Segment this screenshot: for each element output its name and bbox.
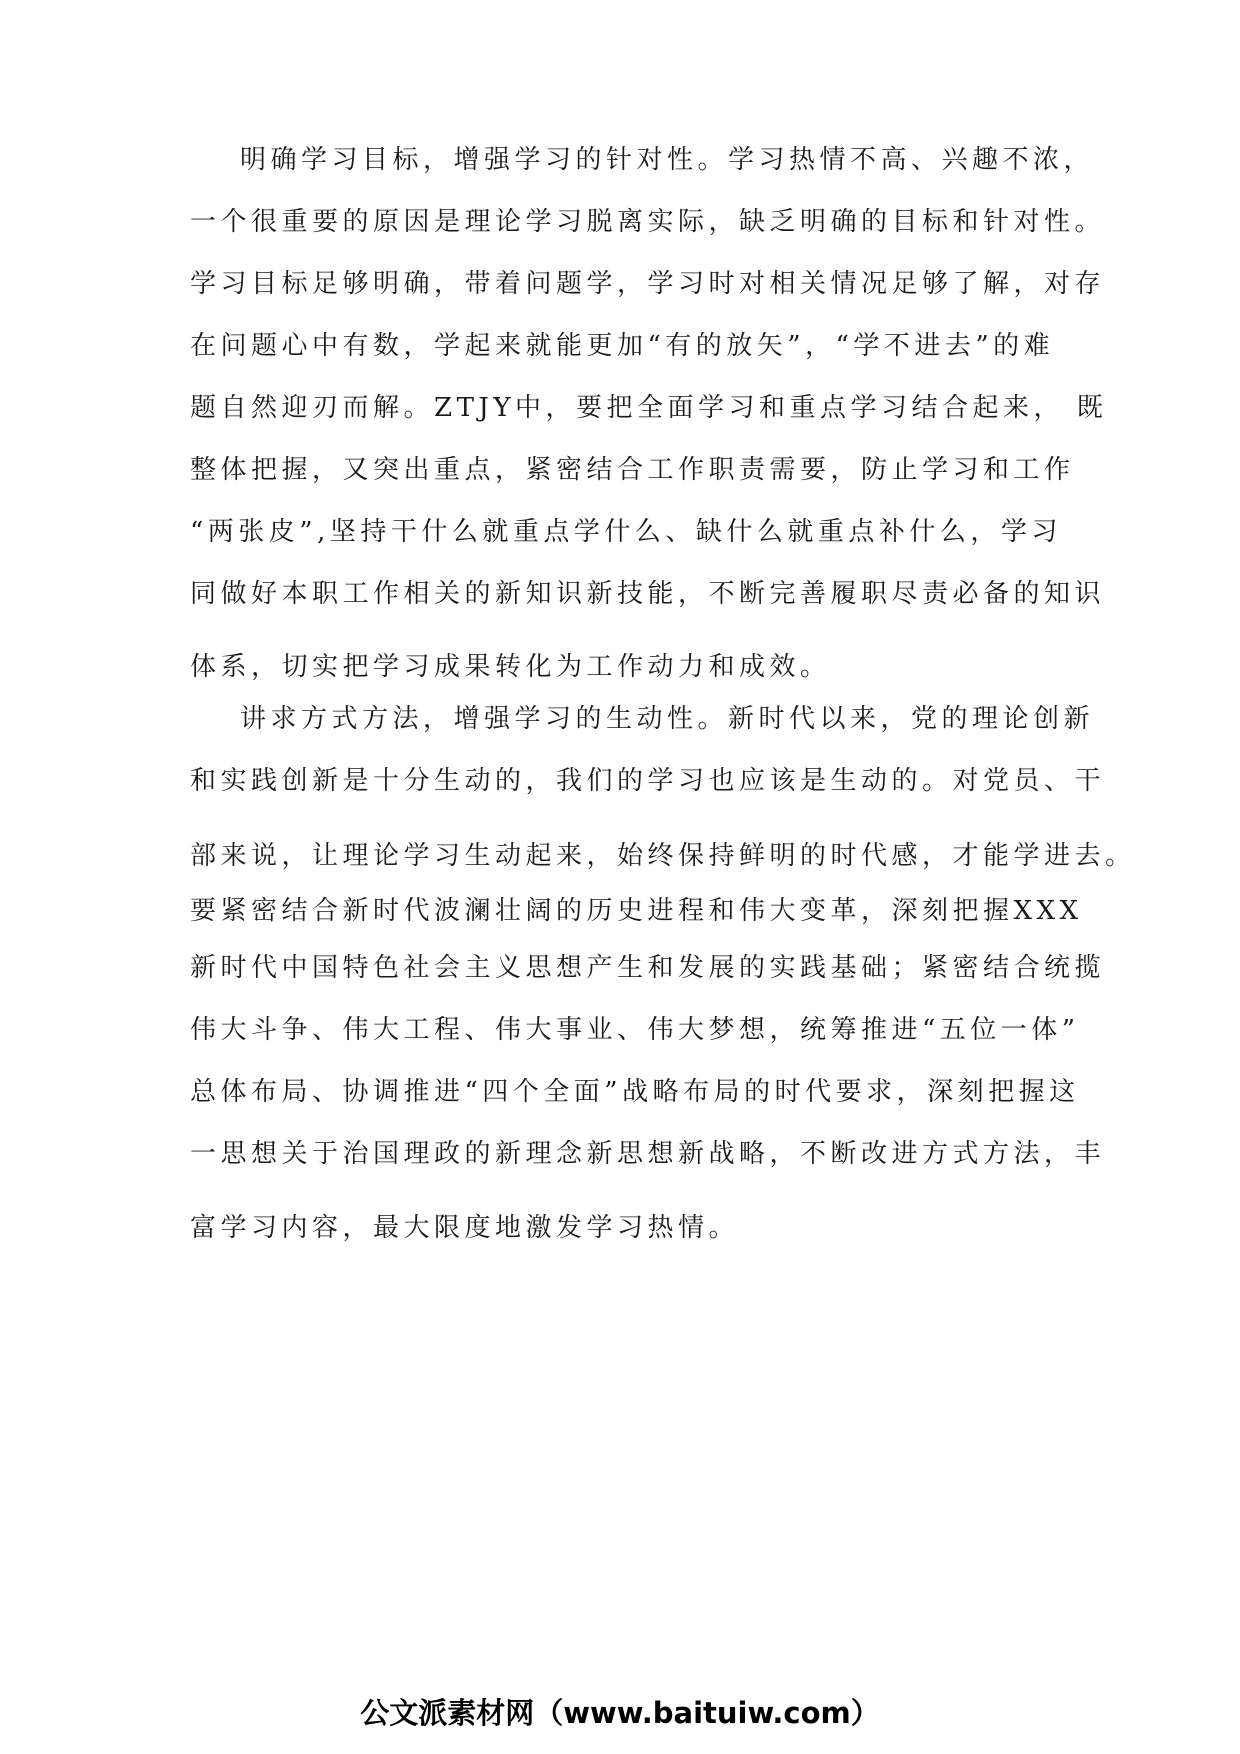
paragraph-1-line-3: 学习目标足够明确，带着问题学，学习时对相关情况足够了解，对存 [190,269,1106,299]
paragraph-1-line-5: 题自然迎刃而解。ZTJY中，要把全面学习和重点学习结合起来， 既 [190,393,1108,423]
paragraph-1-line-6: 整体把握，又突出重点，紧密结合工作职责需要，防止学习和工作 [190,455,1075,485]
paragraph-2-line-7: 总体布局、协调推进“四个全面”战略布局的时代要求，深刻把握这 [190,1077,1080,1107]
paragraph-2-line-2: 和实践创新是十分生动的，我们的学习也应该是生动的。对党员、干 [190,766,1106,796]
paragraph-2-line-3: 部来说，让理论学习生动起来，始终保持鲜明的时代感，才能学进去。 [190,841,1136,871]
paragraph-1-line-1: 明确学习目标，增强学习的针对性。学习热情不高、兴趣不浓， [240,145,1095,175]
paragraph-2-line-6: 伟大斗争、伟大工程、伟大事业、伟大梦想，统筹推进“五位一体” [190,1015,1080,1045]
paragraph-1-line-9: 体系，切实把学习成果转化为工作动力和成效。 [190,652,831,682]
paragraph-1-line-4: 在问题心中有数，学起来就能更加“有的放矢”，“学不进去”的难 [190,331,1055,361]
paragraph-1-line-7: “两张皮”,坚持干什么就重点学什么、缺什么就重点补什么，学习 [190,517,1062,547]
paragraph-1-line-2: 一个很重要的原因是理论学习脱离实际，缺乏明确的目标和针对性。 [190,207,1106,237]
footer-source-text: 公文派素材网（www.baituiw.com） [360,1696,880,1730]
paragraph-2-line-9: 富学习内容，最大限度地激发学习热情。 [190,1213,740,1243]
paragraph-2-line-8: 一思想关于治国理政的新理念新思想新战略，不断改进方式方法，丰 [190,1139,1106,1169]
paragraph-2-line-4: 要紧密结合新时代波澜壮阔的历史进程和伟大变革，深刻把握XXX [190,896,1083,926]
paragraph-2-line-5: 新时代中国特色社会主义思想产生和发展的实践基础；紧密结合统揽 [190,953,1106,983]
paragraph-2-line-1: 讲求方式方法，增强学习的生动性。新时代以来，党的理论创新 [240,704,1095,734]
paragraph-1-line-8: 同做好本职工作相关的新知识新技能，不断完善履职尽责必备的知识 [190,579,1106,609]
